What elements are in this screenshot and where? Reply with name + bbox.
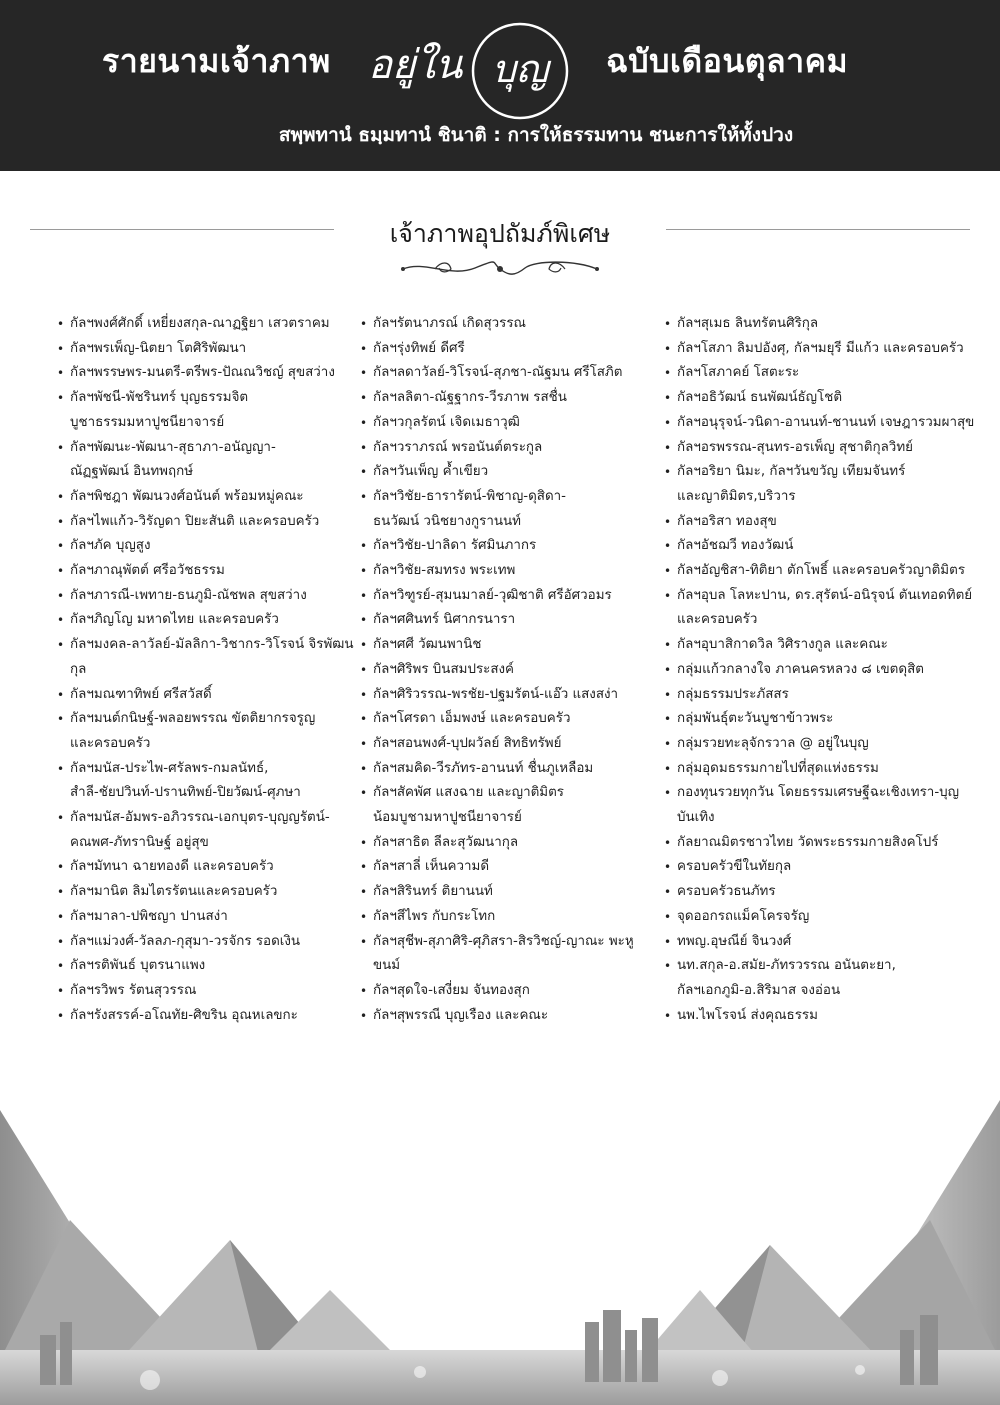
sponsor-entry: • กัลฯมนต์กนิษฐ์-พลอยพรรณ ขัตติยากรจรูญ และครอบครัว xyxy=(55,707,355,756)
sponsor-entry: • กลุ่มพันธุ์ตะวันบูชาข้าวพระ xyxy=(662,707,992,732)
sponsor-entry: • กัลฯสาลี่ เห็นความดี xyxy=(358,855,658,880)
sponsor-entry: • กัลฯไพแก้ว-วิรัญดา ปิยะสันติ และครอบครัว xyxy=(55,510,355,535)
sponsor-entry: • ทพญ.อุษณีย์ จินวงศ์ xyxy=(662,930,992,955)
sponsor-entry: • กัลฯวิฑูรย์-สุมนมาลย์-วุฒิชาติ ศรีอัศวอมร xyxy=(358,584,658,609)
sponsor-entry: • กัลฯภาณุพัตต์ ศรีอวัชธรรม xyxy=(55,559,355,584)
sponsor-entry: • กัลฯอุบล โลหะปาน, ดร.สุรัตน์-อนิรุจน์ ตันเทอดทิตย์ และครอบครัว xyxy=(662,584,992,633)
magazine-logo xyxy=(364,22,588,122)
sponsor-entry: • กัลฯพัฒนะ-พัฒนา-สุธาภา-อนัญญา- ณัฏฐพัฒน์ อินทพฤกษ์ xyxy=(55,436,355,485)
sponsor-entry: • กัลฯมนัส-อัมพร-อภิวรรณ-เอกบุตร-บุญญรัตน์- คณพศ-ภัทรานิษฐ์ อยู่สุข xyxy=(55,806,355,855)
sponsor-entry: • กัลฯภัค บุญสูง xyxy=(55,534,355,559)
sponsor-entry: • กัลฯวราภรณ์ พรอนันต์ตระกูล xyxy=(358,436,658,461)
header-title-left: รายนามเจ้าภาพ xyxy=(102,42,331,80)
sponsor-entry: • กัลฯสมคิด-วีรภัทร-อานนท์ ชื่นภูเหลือม xyxy=(358,757,658,782)
sponsor-entry: • กัลฯมัทนา ฉายทองดี และครอบครัว xyxy=(55,855,355,880)
sponsor-entry: • กัลฯสาธิต ลีละสุวัฒนากุล xyxy=(358,831,658,856)
sponsor-entry: • กัลฯรังสรรค์-อโณทัย-ศิขริน อุณหเลขกะ xyxy=(55,1004,355,1029)
sponsor-entry: • กลุ่มรวยทะลุจักรวาล @ อยู่ในบุญ xyxy=(662,732,992,757)
sponsor-entry: • กัลฯศิริพร บินสมประสงค์ xyxy=(358,658,658,683)
sponsor-entry: • ครอบครัวธนภัทร xyxy=(662,880,992,905)
sponsor-entry: • กัลฯอริยา นิมะ, กัลฯวันขวัญ เทียมจันทร์ และญาติมิตร,บริวาร xyxy=(662,460,992,509)
sponsor-entry: • กัลฯวันเพ็ญ ค้ำเขียว xyxy=(358,460,658,485)
header-title-right: ฉบับเดือนตุลาคม xyxy=(606,42,849,80)
sponsor-entry: • นท.สกุล-อ.สมัย-ภัทรวรรณ อนันตะยา, กัลฯเอกภูมิ-อ.สิริมาส จงอ่อน xyxy=(662,954,992,1003)
sponsor-entry: • กัลฯพัชนี-พัชรินทร์ บุญธรรมจิต บูชาธรรมมหาปูชนียาจารย์ xyxy=(55,386,355,435)
sponsor-entry: • กัลฯภารณี-เพทาย-ธนภูมิ-ณัชพล สุขสว่าง xyxy=(55,584,355,609)
sponsor-entry: • จุดออกรถแม็คโครจรัญ xyxy=(662,905,992,930)
sponsor-list-column-1 xyxy=(55,312,355,1028)
sponsor-entry: • กัลฯพงศ์ศักดิ์ เหยี่ยงสกุล-ณาฏฐิยา เสวตราคม xyxy=(55,312,355,337)
sponsor-entry: • กัลฯสุดใจ-เสงี่ยม จันทองสุก xyxy=(358,979,658,1004)
header-subtitle: สพฺพทานํ ธมฺมทานํ ชินาติ : การให้ธรรมทาน ชนะการให้ทั้งปวง xyxy=(278,124,794,146)
section-heading xyxy=(0,214,1000,284)
logo-text-circle: บุญ xyxy=(491,47,549,91)
sponsor-entry: • กัลฯมงคล-ลาวัลย์-มัลลิกา-วิชากร-วิโรจน์ จิรพัฒนกุล xyxy=(55,633,355,682)
footer-pyramid-illustration xyxy=(0,1060,1000,1405)
sponsor-entry: • กัลฯลลิตา-ณัฐฐากร-วีรภาพ รสชื่น xyxy=(358,386,658,411)
sponsor-entry: • กัลฯรติพันธ์ บุตรนาแพง xyxy=(55,954,355,979)
sponsor-entry: • กัลฯพรรษพร-มนตรี-ตรีพร-ปัณณวิชญ์ สุขสว่าง xyxy=(55,361,355,386)
sponsor-entry: • กัลฯอัญชิสา-ทิติยา ตักโพธิ์ และครอบครัวญาติมิตร xyxy=(662,559,992,584)
sponsor-entry: • กัลฯอนุรุจน์-วนิดา-อานนท์-ชานนท์ เจษฎารวมผาสุข xyxy=(662,411,992,436)
sponsor-entry: • กัลฯสีไพร กับกระโทก xyxy=(358,905,658,930)
sponsor-entry: • กัลฯวิชัย-สมทรง พระเทพ xyxy=(358,559,658,584)
sponsor-entry: • กัลฯลดาวัลย์-วิโรจน์-สุภชา-ณัฐมน ศรีโสภิต xyxy=(358,361,658,386)
sponsor-entry: • กัลฯวกุลรัตน์ เจิดเมธาวุฒิ xyxy=(358,411,658,436)
sponsor-entry: • กัลฯพิชฎา พัฒนวงศ์อนันต์ พร้อมหมู่คณะ xyxy=(55,485,355,510)
sponsor-entry: • กัลฯมนัส-ประไพ-ศรัลพร-กมลนัทธ์, สำลี-ชัยปวินท์-ปรานทิพย์-ปิยวัฒน์-ศุภษา xyxy=(55,757,355,806)
sponsor-entry: • กัลฯภิญโญ มหาดไทย และครอบครัว xyxy=(55,608,355,633)
sponsor-entry: • กัลฯโศรดา เอ็มพงษ์ และครอบครัว xyxy=(358,707,658,732)
sponsor-entry: • กลุ่มธรรมประภัสสร xyxy=(662,683,992,708)
sponsor-entry: • กัลฯสัคพัศ แสงฉาย และญาติมิตร น้อมบูชามหาปูชนียาจารย์ xyxy=(358,781,658,830)
sponsor-list-column-3 xyxy=(662,312,992,1028)
ornament-flourish-icon xyxy=(395,258,605,280)
sponsor-entry: • กัลฯอัชฌวี ทองวัฒน์ xyxy=(662,534,992,559)
sponsor-list-column-2 xyxy=(358,312,658,1028)
sponsor-entry: • ครอบครัวขีในทัยกุล xyxy=(662,855,992,880)
sponsor-entry: • กัลฯอรพรรณ-สุนทร-อรเพ็ญ สุชาติกุลวิทย์ xyxy=(662,436,992,461)
sponsor-entry: • กัลฯสิรินทร์ ติยานนท์ xyxy=(358,880,658,905)
sponsor-entry: • กัลฯวิชัย-ธารารัตน์-พิชาญ-ดุสิดา- ธนวัฒน์ วนิชยางกูรานนท์ xyxy=(358,485,658,534)
sponsor-entry: • กัลฯสอนพงศ์-บุปผวัลย์ สิทธิทรัพย์ xyxy=(358,732,658,757)
sponsor-entry: • กัลฯวิชัย-ปาลิดา รัศมินภากร xyxy=(358,534,658,559)
sponsor-entry: • กัลฯมานิต ลิมไตรรัตนและครอบครัว xyxy=(55,880,355,905)
sponsor-entry: • กองทุนรวยทุกวัน โดยธรรมเศรษฐีฉะเชิงเทรา-บุญบันเทิง xyxy=(662,781,992,830)
sponsor-entry: • กลุ่มแก้วกลางใจ ภาคนครหลวง ๘ เขตดุสิต xyxy=(662,658,992,683)
logo-text-main: อยู่ใน xyxy=(368,42,463,88)
sponsor-entry: • กัลฯสุชีพ-สุภาศิริ-ศุภิสรา-สิรวิชญ์-ญาณะ พะหูขนม์ xyxy=(358,930,658,979)
sponsor-entry: • กัลฯโสภา ลิมปอังศุ, กัลฯมยุรี มีแก้ว และครอบครัว xyxy=(662,337,992,362)
header-banner xyxy=(0,0,1000,171)
sponsor-entry: • กัลฯมณฑาทิพย์ ศรีสวัสดิ์ xyxy=(55,683,355,708)
sponsor-entry: • กัลฯโสภาคย์ โสตะระ xyxy=(662,361,992,386)
sponsor-entry: • กัลฯพรเพ็ญ-นิตยา โตศิริพัฒนา xyxy=(55,337,355,362)
sponsor-entry: • นพ.ไพโรจน์ ส่งคุณธรรม xyxy=(662,1004,992,1029)
sponsor-entry: • กัลฯศศี วัฒนพานิช xyxy=(358,633,658,658)
sponsor-entry: • กัลฯรัตนาภรณ์ เกิดสุวรรณ xyxy=(358,312,658,337)
sponsor-entry: • กัลฯศศินทร์ นิศากรนารา xyxy=(358,608,658,633)
sponsor-entry: • กัลฯสุพรรณี บุญเรือง และคณะ xyxy=(358,1004,658,1029)
sponsor-entry: • กลุ่มอุดมธรรมกายไปที่สุดแห่งธรรม xyxy=(662,757,992,782)
sponsor-entry: • กัลฯสุเมธ ลินทรัตนศิริกุล xyxy=(662,312,992,337)
sponsor-entry: • กัลยาณมิตรชาวไทย วัดพระธรรมกายสิงคโปร์ xyxy=(662,831,992,856)
sponsor-entry: • กัลฯมาลา-ปพิชญา ปานสง่า xyxy=(55,905,355,930)
sponsor-entry: • กัลฯศิริวรรณ-พรชัย-ปฐมรัตน์-แอ๊ว แสงสง่า xyxy=(358,683,658,708)
sponsor-entry: • กัลฯแม่วงศ์-วัลลภ-กุสุมา-วรจักร รอดเงิน xyxy=(55,930,355,955)
sponsor-entry: • กัลฯอุบาสิกาดวิล วิศิรางกูล และคณะ xyxy=(662,633,992,658)
sponsor-entry: • กัลฯอริสา ทองสุข xyxy=(662,510,992,535)
sponsor-entry: • กัลฯอธิวัฒน์ ธนพัฒน์ธัญโชติ xyxy=(662,386,992,411)
section-title: เจ้าภาพอุปถัมภ์พิเศษ xyxy=(389,219,611,248)
sponsor-entry: • กัลฯรุ่งทิพย์ ดีศรี xyxy=(358,337,658,362)
sponsor-entry: • กัลฯรวิพร รัตนสุวรรณ xyxy=(55,979,355,1004)
